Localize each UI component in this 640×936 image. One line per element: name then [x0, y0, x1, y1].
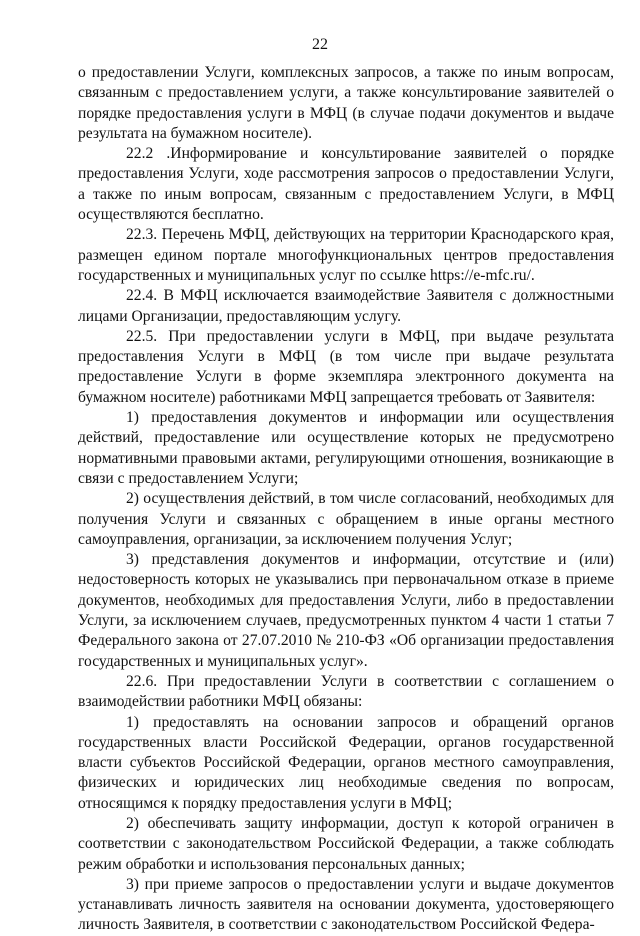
list-item-22-6-2: 2) обеспечивать защиту информации, доступ к которой ограничен в соответствии с законодательством Российской Федерации, а также соблюдать режим обработки и использования персональных данных; — [78, 814, 614, 873]
paragraph-22-3: 22.3. Перечень МФЦ, действующих на территории Краснодарского края, размещен едином портале многофункциональных центров предоставления государственных и муниципальных услуг по ссылке https://e-mfc.ru/. — [78, 226, 614, 284]
list-item-22-5-1: 1) предоставления документов и информации или осуществления действий, предоставление или осуществление которых не предусмотрено нормативными правовыми актами, регулирующими отношения, возникающие в связи с предоставлением Услуги; — [78, 409, 614, 487]
list-item-22-6-1: 1) предоставлять на основании запросов и обращений органов государственных власти Российской Федерации, органов государственной власти субъектов Российской Федерации, органов местного самоуправления, физических и юридических лиц необходимые сведения по вопросам, относящимся к порядку предоставления услуги в МФЦ; — [78, 713, 614, 812]
paragraph-continuation: о предоставлении Услуги, комплексных запросов, а также по иным вопросам, связанным с предоставлением услуги, а также консультирование заявителей о порядке предоставления услуги в МФЦ (в случае подачи документов и выдаче результата на бумажном носителе). — [78, 64, 614, 142]
paragraph-22-5: 22.5. При предоставлении услуги в МФЦ, при выдаче результата предоставления Услуги в МФЦ (в том числе при выдаче результата предоставление Услуги в форме экземпляра электронного документа на бумажном носителе) работниками МФЦ запрещается требовать от Заявителя: — [78, 327, 614, 406]
list-item-22-5-2: 2) осуществления действий, в том числе согласований, необходимых для получения Услуги и связанных с обращением в иные органы местного самоуправления, организации, за исключением получения Услуг; — [78, 490, 614, 548]
paragraph-22-2: 22.2 .Информирование и консультирование заявителей о порядке предоставления Услуги, ходе рассмотрения запросов о предоставлении Услуги, а также по иным вопросам, связанным с предоставлением Услуги, в МФЦ осуществляются бесплатно. — [78, 145, 614, 224]
list-item-22-5-3: 3) представления документов и информации, отсутствие и (или) недостоверность которых не указывались при первоначальном отказе в приеме документов, необходимых для предоставления Услуги, либо в предоставлении Услуги, за исключением случаев, предусмотренных пунктом 4 части 1 статьи 7 Федерального закона от 27.07.2010 № 210-ФЗ «Об организации предоставления государственных и муниципальных услуг». — [78, 551, 614, 670]
document-body — [78, 63, 614, 936]
paragraph-22-4: 22.4. В МФЦ исключается взаимодействие Заявителя с должностными лицами Организации, предоставляющим услугу. — [78, 287, 614, 325]
paragraph-22-6: 22.6. При предоставлении Услуги в соответствии с соглашением о взаимодействии работники МФЦ обязаны: — [78, 672, 614, 711]
list-item-22-6-3: 3) при приеме запросов о предоставлении услуги и выдаче документов устанавливать личность заявителя на основании документа, удостоверяющего личность Заявителя, в соответствии с законодательством Российской Федера- — [78, 875, 614, 934]
page-number: 22 — [312, 36, 328, 53]
